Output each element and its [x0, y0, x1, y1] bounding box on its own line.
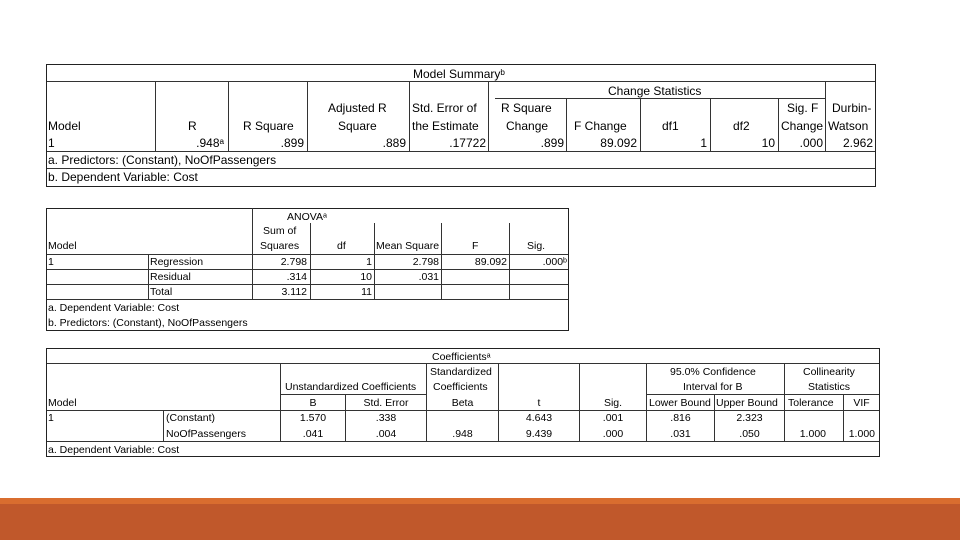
coef-row-std-error: .338: [375, 412, 397, 424]
ms-row-r-square-change: .899: [540, 136, 564, 150]
coef-header-beta: Beta: [451, 397, 474, 409]
anova-row-label: Residual: [150, 271, 191, 283]
coef-row-label: NoOfPassengers: [166, 428, 246, 440]
ms-row-durbin-watson: 2.962: [842, 136, 873, 150]
coef-row-label: (Constant): [166, 412, 216, 424]
coef-header-b: B: [309, 397, 317, 409]
coef-header-t: t: [537, 397, 541, 409]
coef-header-lower-bound: Lower Bound: [649, 397, 711, 409]
coef-row-beta: .948: [452, 428, 473, 440]
ms-row-df2: 10: [761, 136, 775, 150]
ms-row-model: 1: [48, 136, 55, 150]
anova-header-f: F: [472, 240, 479, 252]
ms-header-adjusted-r-1: Adjusted R: [328, 101, 387, 115]
coef-row-b: .041: [302, 428, 324, 440]
anova-row-ss: 3.112: [281, 286, 307, 298]
ms-header-rsq-change-2: Change: [506, 119, 549, 133]
ms-row-std-error: .17722: [449, 136, 486, 150]
coef-row-upper: 2.323: [736, 412, 763, 424]
ms-row-r: .948ᵃ: [196, 136, 224, 150]
anova-footnote-b: b. Predictors: (Constant), NoOfPassengers: [48, 317, 248, 329]
change-statistics-header: Change Statistics: [608, 84, 702, 98]
footer-bar: [0, 498, 960, 540]
ms-header-std-error-1: Std. Error of: [412, 101, 477, 115]
anova-row-ms: .031: [418, 271, 439, 283]
anova-row-f: 89.092: [474, 256, 507, 268]
coef-row-sig: .001: [602, 412, 624, 424]
model-summary-title: Model Summaryᵇ: [413, 67, 505, 81]
coef-model-number: 1: [48, 412, 54, 424]
coef-header-model: Model: [48, 397, 77, 409]
ms-header-durbin-1: Durbin-: [832, 101, 872, 115]
coef-row-t: 4.643: [525, 412, 553, 424]
ms-header-r-square: R Square: [243, 119, 294, 133]
coef-row-lower: .816: [670, 412, 691, 424]
anova-row-label: Total: [150, 286, 173, 298]
anova-row-sig: .000ᵇ: [542, 256, 567, 268]
coef-header-std-2: Coefficients: [433, 381, 488, 393]
coef-row-std-error: .004: [375, 428, 397, 440]
coef-row-tolerance: 1.000: [799, 428, 826, 440]
coef-header-coll-2: Statistics: [808, 381, 851, 393]
anova-header-ss-1: Sum of: [263, 225, 297, 237]
ms-header-model: Model: [48, 119, 81, 133]
anova-row-ms: 2.798: [412, 256, 439, 268]
coef-header-ci-2: Interval for B: [683, 381, 743, 393]
anova-row-ss: .314: [286, 271, 307, 283]
ms-header-sig-f-2: Change: [781, 119, 824, 133]
coef-row-b: 1.570: [299, 412, 327, 424]
ms-header-r: R: [188, 119, 197, 133]
ms-row-df1: 1: [700, 136, 707, 150]
coef-row-lower: .031: [670, 428, 691, 440]
ms-row-sig-f-change: .000: [799, 136, 823, 150]
ms-footnote-a: a. Predictors: (Constant), NoOfPassengers: [48, 153, 277, 167]
ms-row-adj-r-square: .889: [382, 136, 406, 150]
anova-header-df: df: [337, 240, 346, 252]
anova-header-mean-square: Mean Square: [376, 240, 440, 252]
coef-header-tolerance: Tolerance: [788, 397, 834, 409]
coef-row-sig: .000: [602, 428, 624, 440]
ms-header-rsq-change-1: R Square: [501, 101, 552, 115]
anova-row-ss: 2.798: [280, 256, 307, 268]
coef-row-vif: 1.000: [848, 428, 875, 440]
anova-header-ss-2: Squares: [260, 240, 300, 252]
ms-header-f-change: F Change: [574, 119, 627, 133]
ms-header-durbin-2: Watson: [828, 119, 869, 133]
coef-header-sig: Sig.: [603, 397, 623, 409]
ms-row-r-square: .899: [280, 136, 304, 150]
ms-header-adjusted-r-2: Square: [338, 119, 377, 133]
anova-row-df: 10: [360, 271, 372, 283]
coef-row-upper: .050: [739, 428, 760, 440]
coef-header-ci-1: 95.0% Confidence: [670, 366, 756, 378]
anova-row-df: 11: [361, 286, 372, 298]
anova-model-number: 1: [48, 256, 54, 268]
anova-title: ANOVAᵃ: [287, 211, 327, 223]
coef-header-std-1: Standardized: [430, 366, 492, 378]
footer-stripe: [0, 498, 960, 504]
ms-header-df1: df1: [662, 119, 679, 133]
coef-header-upper-bound: Upper Bound: [716, 397, 778, 409]
ms-header-df2: df2: [733, 119, 750, 133]
anova-row-label: Regression: [150, 256, 204, 268]
anova-row-df: 1: [366, 256, 372, 268]
coefficients-title: Coefficientsᵃ: [432, 351, 491, 363]
anova-header-model: Model: [48, 240, 77, 252]
coef-row-t: 9.439: [525, 428, 553, 440]
coef-header-coll-1: Collinearity: [803, 366, 855, 378]
coef-header-vif: VIF: [853, 397, 870, 409]
anova-header-sig: Sig.: [527, 240, 546, 252]
ms-footnote-b: b. Dependent Variable: Cost: [48, 170, 198, 184]
ms-row-f-change: 89.092: [600, 136, 637, 150]
coef-header-unstandardized: Unstandardized Coefficients: [285, 381, 417, 393]
coef-footnote-a: a. Dependent Variable: Cost: [48, 444, 180, 456]
anova-footnote-a: a. Dependent Variable: Cost: [48, 302, 180, 314]
ms-header-std-error-2: the Estimate: [412, 119, 479, 133]
coef-header-std-error: Std. Error: [363, 397, 409, 409]
ms-header-sig-f-1: Sig. F: [787, 101, 819, 115]
